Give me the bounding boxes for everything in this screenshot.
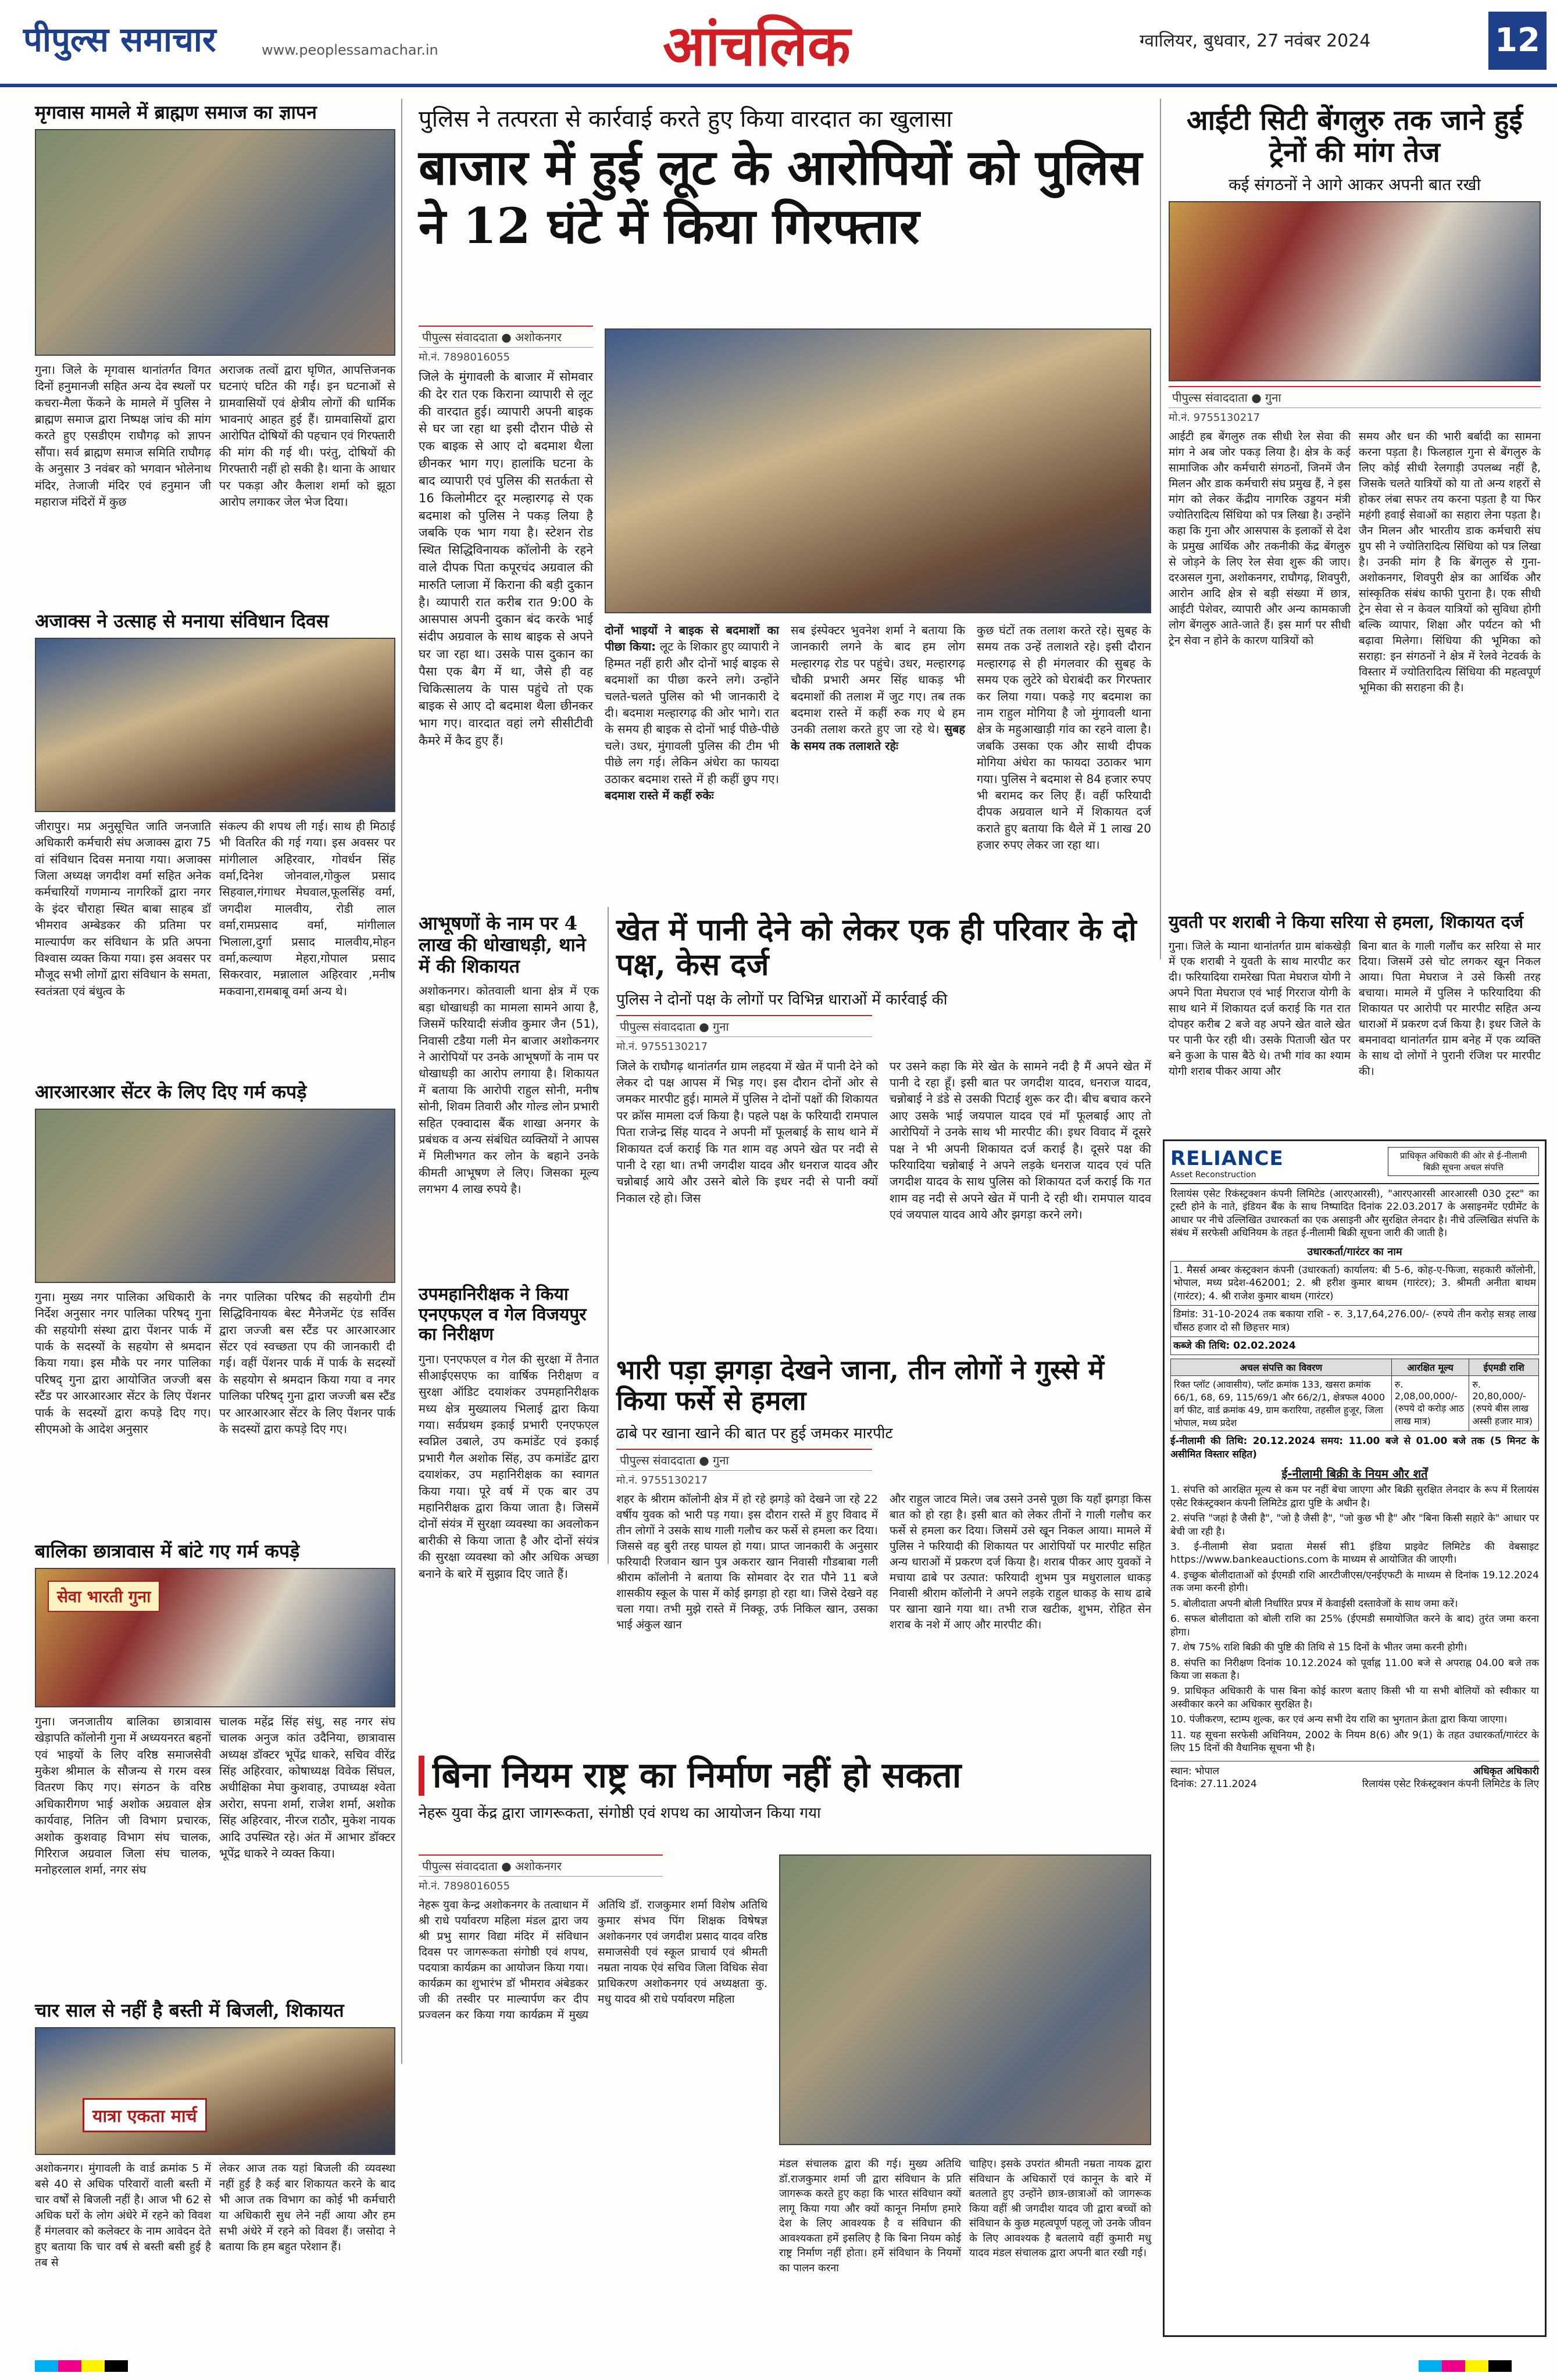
mobile-number: मो.नं. 7898016055 (419, 1880, 510, 1892)
story-bengaluru-train (1169, 105, 1541, 696)
body-text: नेहरू युवा केन्द्र अशोकनगर के तत्वाधान में श्री राधे पर्यावरण महिला मंडल द्वारा जय श्री प्रभु सागर विद्या मंदिर में संविधान दिवस पर जागरूकता संगोष्ठी एवं शपथ, पदयात्रा कार्यक्रम का आयोजन किया गया। कार्यक्रम का शुभारंभ डॉ भीमराव अंबेडकर जी की तस्वीर पर माल्यार्पण कर दीप प्रज्वलन कर किया गया कार्यक्रम में मुख्य अतिथि डॉ. राजकुमार शर्मा विशेष अतिथि कुमार संभव पिंग शिक्षक विषेषज्ञ अशोकनगर एवं जगदीश प्रसाद यादव वरिष्ठ समाजसेवी एवं स्कूल प्राचार्य एवं श्रीमती नम्रता नायक ऐवं सचिव जिला विधिक सेवा प्राधिकरण अशोकनगर एवं अध्यक्षता कु. मधु यादव श्री राधे पर्यावरण महिला (419, 1899, 767, 2021)
body-text: शहर के श्रीराम कॉलोनी क्षेत्र में हो रहे झगड़े को देखने जा रहे 22 वर्षीय युवक को भारी पड़ गया। इस दौरान रास्ते में हुए विवाद में तीन लोगों ने उसके साथ गाली गलौच कर फर्से से हमला कर दिया। जिससे वह बुरी तरह घायल हो गया। प्राप्त जानकारी के अनुसार फरियादी रिजवान खान पुत्र अकरार खान निवासी गौडबाबा गली श्रीराम कॉलोनी ने बताया कि सोमवार देर रात पौने 11 बजे शासकीय स्कूल के पास में कोई झगड़ा हो रहा था। जिसे देखने वह चला गया। तभी मुझे रास्ते में निक्कू, उर्फ निकिल खान, उसका भाई अंकुल खान (616, 1492, 878, 1631)
page-number: 12 (1488, 12, 1547, 70)
headline: आरआरआर सेंटर के लिए दिए गर्म कपड़े (35, 1081, 307, 1103)
body-text: जिले के राघौगढ़ थानांतर्गत ग्राम लहदया में खेत में पानी देने को लेकर दो पक्ष आपस में भिड़ गए। इस दौरान दोनों ओर से जमकर मारपीट हुई। मामले में पुलिस ने दोनों पक्षों की शिकायत पर क्रॉस मामला दर्ज किया है। पहले पक्ष के फरियादी रामपाल पिता राजेन्द्र सिंह यादव ने अपनी माँ फूलबाई के साथ थाने में शिकायत दर्ज कराई कि गत शाम वह अपने खेत पर नदी से पानी दे रहा था। तभी जगदीश यादव और धनराज यादव और चन्नोबाई आये और उसने बोले कि इधर नदी से पानी क्यों निकाल रहे हो। जिस (616, 1059, 878, 1205)
story-jewellery-fraud (419, 913, 599, 1197)
byline: पीपुल्स संवाददाता ● गुना (1169, 386, 1541, 408)
photo-banner-text: सेवा भारती गुना (48, 1581, 160, 1612)
mobile-number: मो.नं. 9755130217 (616, 1474, 708, 1486)
story-rrr-centre (35, 1081, 395, 1437)
body-text: पर उसने कहा कि मेरे खेत के सामने नदी है मैं अपने खेत में पानी दे रहा हूँ। इसी बात पर जगदीश यादव, धनराज यादव, चन्नोबाई ने डंडे से उसकी पिटाई शुरू कर दी। बीच बचाव करने आए उसके भाई जयपाल यादव एवं माँ फूलबाई आए तो आरोपियों ने उनके साथ भी मारपीट की। इधर विवाद में दूसरे पक्ष ने भी अपनी शिकायत दर्ज कराई है। दूसरे पक्ष की फरियादिया चन्नोबाई ने अपने लड़के धनराज यादव एवं पति जगदीश यादव के साथ पुलिस को शिकायत दर्ज कराई कि गत शाम वह नदी से अपने खेत में पानी दे रही थी। रामपाल यादव एवं जयपाल यादव आये और झगड़ा करने लगे। (890, 1059, 1151, 1222)
body-text: अराजक तत्वों द्वारा घृणित, आपत्तिजनक घटनाएं घटित की गईं। इन घटनाओं से ग्रामवासियों एवं क्षेत्रीय लोगों की धार्मिक भावनाएं आहत हुई हैं। ग्रामवासियों द्वारा आरोपित दोषियों की पहचान एवं गिरफ्तारी की मांग की गई थी। परंतु, दोषियों की गिरफ्तारी नहीं हो सकी है। थाना के आधार पर पकड़ा और कैलाश शर्मा को झूठा आरोप लगाकर जेल भेज दिया। (219, 362, 395, 509)
body-text: सब इंस्पेक्टर भुवनेश शर्मा ने बताया कि जानकारी लगने के बाद हम लोग मल्हारगढ़ रोड पर पहुंचे। उधर, मल्हारगढ़ चौकी प्रभारी अमर सिंह धाकड़ भी बदमाशों की तलाश में जुट गए। तब तक बदमाश रास्ते में कहीं रुक गए थे हम उनकी तलाश करते हुए जा रहे थे। (791, 623, 965, 737)
body-text: गुना। एनएफएल व गेल की सुरक्षा में तैनात सीआईएसएफ का वार्षिक निरीक्षण व सुरक्षा ऑडिट दयाशंकर उपमहानिरीक्षक मध्य क्षेत्र मुख्यालय भिलाई द्वारा किया गया। सर्वप्रथम इकाई प्रभारी एनएफएल स्वप्निल उबाले, उप कमांडेंट एवं इकाई प्रभारी गैल अशोक सिंह, उप कमांडेंट द्वारा दयाशंकर, उप महानिरीक्षक का स्वागत किया गया। पूरे वर्ष में एक बार उप महानिरीक्षक द्वारा किया जाता है। जिसमें दोनों संयंत्र में सुरक्षा व्यवस्था का अवलोकन बारीकी से किया जाता है और दोनों संयंत्र की सुरक्षा व्यवस्था को और अधिक अच्छा बनाने के बारे में सुझाव दिए जाते हैं। (419, 1352, 599, 1581)
body-text: मंडल संचालक द्वारा की गई। मुख्य अतिथि डॉ.राजकुमार शर्मा जी द्वारा संविधान के प्रति जागरूक करते हुए कहा कि भारत संविधान क्यों लागू किया गया और क्यों कानून निर्माण हमारे देश के लिए आवश्यक है व संविधान की आवश्यकता हमें इसलिए है कि बिना नियम कोई राष्ट्र निर्माण नहीं होता। हमें संविधान के नियमों का पालन करना (779, 2158, 961, 2274)
ad-place: स्थान: भोपाल (1170, 1765, 1220, 1777)
lead-photo (605, 328, 1151, 613)
body-text: लूट के शिकार हुए व्यापारी ने हिम्मत नहीं हारी और दोनों भाई बाइक से बदमाशों का पीछा करने लगे। उन्होंने चलते-चलते पुलिस को भी जानकारी दे दी। बदमाश मल्हारगढ़ की ओर भागे। रात के समय ही बाइक से दोनों भाई पीछे-पीछे चले। उधर, मुंगावली पुलिस की टीम भी पीछे लग गई। लेकिन अंधेरा का फायदा उठाकर बदमाश रास्ते में ही कहीं छुप गए। (605, 639, 779, 786)
ad-term-item: 9. प्राधिकृत अधिकारी के पास बिना कोई कारण बताए किसी भी या सभी बोलियों को स्वीकार या अस्वीकार करने का अधिकार सुरक्षित है। (1170, 1685, 1539, 1710)
table-cell: रिक्त प्लॉट (आवासीय), प्लॉट क्रमांक 133, खसरा क्रमांक 66/1, 68, 69, 115/69/1 और 66/2/1, क्षेत्रफल 4000 वर्ग फीट, वार्ड क्रमांक 49, ग्राम करारिया, तहसील हुजूर, जिला भोपाल, मध्य प्रदेश (1171, 1376, 1392, 1431)
story-farm-water-dispute (616, 913, 1151, 1223)
ad-signatory-company: रिलायंस एसेट रिकंस्ट्रक्शन कंपनी लिमिटेड के लिए (1362, 1778, 1539, 1790)
ad-term-item: 6. सफल बोलीदाता को बोली राशि का 25% (ईएमडी समायोजित करने के बाद) तुरंत जमा करना होगा। (1170, 1613, 1539, 1638)
body-text: संकल्प की शपथ ली गई। साथ ही मिठाई भी वितरित की गई गया। इस अवसर पर मांगीलाल अहिरवार, गोवर्धन सिंह वर्मा,दिनेश जोनवाल,गोकुल प्रसाद सिहवाल,गंगाधर मेघवाल,फूलसिंह वर्मा, जगदीश मालवीय, रोडी लाल वर्मा,रामप्रसाद वर्मा, मांगीलाल भिलाला,दुर्गा प्रसाद मालवीय,मोहन वर्मा,कल्याण मेहरा,गोपाल प्रसाद सिकरवार, मन्नालाल अहिरवार ,मनीष मकवाना,रामबाबू वर्मा अन्य थे। (219, 819, 395, 998)
news-photo (35, 129, 395, 356)
headline: बालिका छात्रावास में बांटे गए गर्म कपड़े (35, 1540, 300, 1562)
ad-table-title: उधारकर्ता/गारंटर का नाम (1307, 1245, 1402, 1258)
news-photo (35, 638, 395, 812)
ad-signatory: अधिकृत अधिकारी (1473, 1765, 1539, 1777)
byline: पीपुल्स संवाददाता ● अशोकनगर (419, 326, 593, 348)
lead-kicker: पुलिस ने तत्परता से कार्रवाई करते हुए किया वारदात का खुलासा (419, 106, 952, 133)
body-text: आईटी हब बेंगलुरु तक सीधी रेल सेवा की मांग ने अब जोर पकड़ लिया है। क्षेत्र के कई सामाजिक और कर्मचारी संगठनों, जिनमें जैन मिलन और डाक कर्मचारी संघ प्रमुख हैं, ने इस मांग को लेकर केंद्रीय नागरिक उड्डयन मंत्री ज्योतिरादित्य सिंधिया को पत्र लिखा है। उन्होंने कहा कि गुना और आसपास के इलाकों से देश के प्रमुख आर्थिक और तकनीकी केंद्र बेंगलुरु से जोड़ने के लिए रेल सेवा शुरू की जाए। दरअसल गुना, अशोकनगर, राघौगढ़, शिवपुरी, आरोन आदि क्षेत्र से बड़ी संख्या में छात्र, आईटी पेशेवर, व्यापारी और अन्य कामकाजी लोग बेंगलुरु आते-जाते हैं। इस मार्ग पर सीधी ट्रेन सेवा न होने के कारण यात्रियों को (1169, 430, 1351, 647)
deck: कई संगठनों ने आगे आकर अपनी बात रखी (1229, 175, 1481, 195)
bottom-right-text (779, 2157, 1151, 2275)
auction-notice-ad (1163, 1139, 1547, 2337)
ad-term-item: 3. ई-नीलामी सेवा प्रदाता मेसर्स सी1 इंडिया प्राइवेट लिमिटेड की वेबसाइट https://www.bankeauctions.com के माध्यम से आयोजित की जाएगी। (1170, 1541, 1539, 1566)
ad-term-item: 11. यह सूचना सरफेसी अधिनियम, 2002 के नियम 8(6) और 9(1) के तहत उधारकर्ता/गारंटर के लिए 15 दिनों की वैधानिक सूचना भी है। (1170, 1729, 1539, 1754)
headline: आभूषणों के नाम पर 4 लाख की धोखाधड़ी, थाने में की शिकायत (419, 912, 586, 977)
magenta-swatch (58, 2360, 81, 2372)
body-text: अशोकनगर। कोतवाली थाना क्षेत्र में एक बड़ा धोखाधड़ी का मामला सामने आया है, जिसमें फरियादी संजीव कुमार जैन (51), निवासी टडैया गली मेन बाजार अशोकनगर ने आरोपियों पर उनके आभूषणों के नाम पर धोखाधड़ी का आरोप लगाया है। शिकायत में बताया कि आरोपी राहुल सोनी, मनीष सोनी, शिवम तिवारी और गोल्ड लोन प्रभारी सहित एक्वादास बैंक शाखा अनगर के प्रबंधक व अन्य संबंधित व्यक्तियों ने आपस में मिलीभगत कर लोन के बहाने उनके कीमती आभूषण ले लिए। जिसका मूल्य लगभग 4 लाख रुपये है। (419, 984, 599, 1196)
table-header: अचल संपत्ति का विवरण (1171, 1359, 1392, 1376)
color-registration-bar (1419, 2360, 1512, 2372)
body-text: बिना बात के गाली गलौंच कर सरिया से मार दिया। जिसमें उसे चोट लगकर खून निकल आया। पिता मेघराज ने उसे किसी तरह बचाया। मामले में पुलिस ने फरियादिया की शिकायत पर आरोपी पर मारपीट सहित अन्य धाराओं में प्रकरण दर्ज किया है। इधर जिले के बमनावदा थानांतर्गत ग्राम बनेह में एक व्यक्ति के साथ दो लोगों ने पुरानी रंजिश पर मारपीट की। (1359, 939, 1541, 1078)
story-constitution-day (419, 1756, 1151, 1828)
deck: पुलिस ने दोनों पक्ष के लोगों पर विभिन्न धाराओं में कार्रवाई की (616, 991, 948, 1009)
ad-header-right: प्राधिकृत अधिकारी की ओर से ई-नीलामी बिक्री सूचना अचल संपत्ति (1388, 1147, 1539, 1176)
story-girls-hostel (35, 1541, 395, 1878)
news-photo (1169, 201, 1541, 381)
ad-intro: रिलायंस एसेट रिकंस्ट्रक्शन कंपनी लिमिटेड (आरएआरसी), "आरएआरसी आरआरसी 030 ट्रस्ट" का ट्रस्टी होने के नाते, इंडियन बैंक के साथ निष्पादित दिनांक 22.03.2017 के असाइनमेंट एग्रीमेंट के आधार पर नीचे उल्लिखित उधारकर्ता का एक असाइनी और सुरक्षित लेनदार है। नीचे उल्लिखित संपत्ति के संबंध में सरफेसी अधिनियम के तहत ई-नीलामी बिक्री सूचना जारी की जाती है। (1170, 1188, 1539, 1239)
story-no-electricity (35, 2000, 395, 2271)
ad-brand: RELIANCE (1170, 1147, 1284, 1170)
subhead: सुबह के समय तक तलाशते रहेः (791, 722, 965, 753)
ad-terms-list (1170, 1484, 1539, 1754)
magenta-swatch (1442, 2360, 1465, 2372)
table-header: आरक्षित मूल्य (1391, 1359, 1469, 1376)
table-cell: रु. 20,80,000/- (रुपये बीस लाख अस्सी हजार मात्र) (1469, 1376, 1539, 1431)
dateline: ग्वालियर, बुधवार, 27 नवंबर 2024 (1140, 31, 1371, 51)
byline: पीपुल्स संवाददाता ● गुना (616, 1449, 872, 1471)
story-nfl-gail-inspection (419, 1285, 599, 1582)
headline: चार साल से नहीं है बस्ती में बिजली, शिकायत (35, 1999, 344, 2021)
byline: पीपुल्स संवाददाता ● गुना (616, 1015, 872, 1037)
story-axe-attack (616, 1355, 1151, 1633)
headline: खेत में पानी देने को लेकर एक ही परिवार के दो पक्ष, केस दर्ज (616, 912, 1137, 982)
ad-possession: कब्जे की तिथि: 02.02.2024 (1170, 1337, 1539, 1355)
cyan-swatch (35, 2360, 58, 2372)
table-header: ईएमडी राशि (1469, 1359, 1539, 1376)
column-rule (608, 907, 609, 1564)
mobile-number: मो.नं. 9755130217 (1169, 412, 1260, 424)
body-text: जीरापुर। मप्र अनुसूचित जाति जनजाति अधिकारी कर्मचारी संघ अजाक्स द्वारा 75 वां संविधान दिवस मनाया गया। अजाक्स जिला अध्यक्ष जगदीश वर्मा सहित अनेक कर्मचारियों गणमान्य नागरिकों द्वारा नगर के इंदर चौराहा स्थित बाबा साहब डॉ भीमराव अम्बेडकर की प्रतिमा पर माल्यार्पण कर संविधान के प्रति अपना विश्वास व्यक्त किया गया। इस अवसर पर मौजूद सभी लोगों द्वारा संविधान के समता, स्वतंत्रता एवं बंधुत्व के (35, 819, 211, 998)
byline: पीपुल्स संवाददाता ● अशोकनगर (419, 1854, 663, 1877)
headline: मृगवास मामले में ब्राह्मण समाज का ज्ञापन (35, 101, 317, 123)
ad-term-item: 4. इच्छुक बोलीदाताओं को ईएमडी राशि आरटीजीएस/एनईएफटी के माध्यम से दिनांक 19.12.2024 तक जमा करनी होगी। (1170, 1569, 1539, 1595)
headline: उपमहानिरीक्षक ने किया एनएफएल व गेल विजयपुर का निरीक्षण (419, 1284, 587, 1345)
lead-story (419, 102, 1151, 256)
body-text: लेकर आज तक यहां बिजली की व्यवस्था नहीं हुई है कई बार शिकायत करने के बाद भी आज तक विभाग का कोई भी कर्मचारी या अधिकारी सुध लेने नहीं आया और हम सभी अंधेरे में रहने को विवश हैं। जसोदा ने बताया कि हम बहुत परेशान हैं। (219, 2161, 395, 2253)
news-photo (35, 1109, 395, 1283)
body-text: नगर पालिका परिषद की सहयोगी टीम सिद्धिविनायक बेस्ट मैनेजमेंट एंड सर्विस द्वारा जज्जी बस स्टैंड पर आरआरआर सेंटर एवं स्वच्छता एप की जानकारी दी गई। वहीं पेंशनर पार्क में पार्क के सदस्यों के सहयोग से श्रमदान किया गया व नगर पालिका परिषद् गुना द्वारा जज्जी बस स्टैंड पर आरआरआर सेंटर के लिए पेंशनर पार्क के सदस्यों द्वारा कपड़े दिए गए। (219, 1289, 395, 1436)
news-photo (779, 1854, 1151, 2145)
section-title: आंचलिक (663, 13, 851, 78)
ad-borrowers: 1. मैसर्स अम्बर कंस्ट्रक्शन कंपनी (उधारकर्ता) कार्यालय: बी 5-6, कोह-ए-फिजा, सहकारी कॉलोनी, भोपाल, मध्य प्रदेश-462001; 2. श्री हरीश कुमार बाथम (गारंटर); 3. श्रीमती अनीता बाथम (गारंटर); 4. श्री राजेश कुमार बाथम (गारंटर) (1170, 1261, 1539, 1306)
deck: नेहरू युवा केंद्र द्वारा जागरूकता, संगोष्ठी एवं शपथ का आयोजन किया गया (419, 1804, 821, 1822)
lead-text-column (419, 326, 593, 750)
body-text: और राहुल जाटव मिले। जब उसने उनसे पूछा कि यहाँ झगड़ा किस बात को हो रहा है। इसी बात को लेकर तीनों ने गाली गलौच कर फर्से से हमला कर दिया। जिसमें उसे खून निकल आया। मामले में पुलिस ने फरियादी की शिकायत पर आरोपियों पर मारपीट सहित अन्य धाराओं में प्रकरण दर्ज किया है। शराब पीकर आए युवकों ने मचाया ढाबे पर उत्पात: फरियादी शुभम पुत्र मधुरालाल धाकड़ निवासी श्रीराम कॉलोनी ने अपने लड़के राहुल धाकड़ के साथ ढाबे पर खाना खाने गया था। तभी राज खटीक, शुभम, रोहित सेन शराब के नशे में आए और मारपीट की। (890, 1492, 1151, 1631)
newspaper-brand: पीपुल्स समाचार (23, 20, 216, 59)
ad-term-item: 5. बोलीदाता अपनी बोली निर्धारित प्रपत्र में केवाईसी दस्तावेजों के साथ जमा करें। (1170, 1598, 1458, 1610)
ad-term-item: 8. संपत्ति का निरीक्षण दिनांक 10.12.2024 को पूर्वाह्न 11.00 बजे से अपराह्न 04.00 बजे तक किया जा सकता है। (1170, 1657, 1539, 1682)
body-text: गुना। जनजातीय बालिका छात्रावास खेड़ापति कॉलोनी गुना में अध्ययनरत बहनों एवं भाइयों के लिए वरिष्ठ समाजसेवी मुकेश श्रीमाल के सौजन्य से गरम वस्त्र वितरण किए गए। संगठन के वरिष्ठ अधिकारीगण भाई अशोक अग्रवाल क्षेत्र कार्यवाह, नितिन जी विभाग प्रचारक, अशोक कुशवाह विभाग संघ चालक, गिरिराज अग्रवाल जिला संघ चालक, मनोहरलाल शर्मा, नगर संघ (35, 1714, 211, 1877)
lead-column-3 (791, 622, 965, 754)
story-ajaks (35, 610, 395, 999)
ad-demand: डिमांड: 31-10-2024 तक बकाया राशि - रु. 3,17,64,276.00/- (रुपये तीन करोड़ सत्रह लाख चौंसठ हजार दो सौ छिहत्तर मात्र) (1170, 1306, 1539, 1337)
ad-term-item: 10. पंजीकरण, स्टाम्प शुल्क, कर एवं अन्य सभी देय राशि का भुगतान क्रेता द्वारा किया जाएगा। (1170, 1714, 1508, 1726)
black-swatch (1488, 2360, 1512, 2372)
mobile-number: मो.नं. 9755130217 (616, 1040, 708, 1053)
body-text: कुछ घंटों तक तलाश करते रहे। सुबह के समय तक उन्हें तलाशते रहे। इसी दौरान मल्हारगढ़ से ही मंगलवार की सुबह के समय एक लुटेरे को घेराबंदी कर गिरफ्तार कर लिया गया। पकड़े गए बदमाश का नाम राहुल मोगिया है जो मुंगावली थाना क्षेत्र के महुआखाड़ी गांव का रहने वाला है। जबकि उसका एक और साथी दीपक मोगिया अंधेरा का फायदा उठाकर भाग गया। पुलिस ने बदमाश से 84 हजार रुपए भी बरामद कर लिए हैं। वहीं फरियादी दीपक अग्रवाल थाने में शिकायत दर्ज कराते हुए बताया कि थैले में 1 लाख 20 हजार रुपए लेकर जा रहा था। (977, 623, 1151, 852)
headline: भारी पड़ा झगड़ा देखने जाना, तीन लोगों ने गुस्से में किया फर्से से हमला (616, 1354, 1105, 1416)
site-url[interactable]: www.peoplessamachar.in (262, 42, 438, 58)
lead-headline: बाजार में हुई लूट के आरोपियों को पुलिस ने 12 घंटे में किया गिरफ्तार (419, 138, 1142, 255)
ad-property-table (1170, 1359, 1539, 1431)
color-registration-bar (35, 2360, 128, 2372)
news-photo (35, 1568, 395, 1707)
ad-brand-sub: Asset Reconstruction (1170, 1170, 1256, 1180)
ad-term-item: 7. शेष 75% राशि बिक्री की पुष्टि की तिथि से 15 दिनों के भीतर जमा करनी होगी। (1170, 1642, 1467, 1654)
headline: बिना नियम राष्ट्र का निर्माण नहीं हो सकता (419, 1756, 1151, 1796)
body-text: गुना। मुख्य नगर पालिका अधिकारी के निर्देश अनुसार नगर पालिका परिषद् गुना की सहयोगी संस्था द्वारा पेंशनर पार्क में पार्क के सदस्यों के सहयोग से श्रमदान किया गया। इस मौके पर नगर पालिका परिषद् गुना द्वारा आयोजित जज्जी बस स्टैंड पर आरआरआर सेंटर के लिए पेंशनर पार्क के सदस्यों द्वारा कपड़े दिए गए। सीएमओ के आदेश अनुसार (35, 1289, 211, 1436)
body-text: जिले के मुंगावली के बाजार में सोमवार की देर रात एक किराना व्यापारी से लूट की वारदात हुई। व्यापारी अपनी बाइक से घर जा रहा था इसी दौरान पीछे से एक बाइक से आए दो बदमाश थैला छीनकर भाग गए। हालांकि घटना के बाद व्यापारी एवं पुलिस की सतर्कता से 16 किलोमीटर दूर मल्हारगढ़ से एक बदमाश को पुलिस ने पकड़ लिया है जबकि एक भाग गया है। स्टेशन रोड स्थित सिद्धिविनायक कॉलोनी के रहने वाले दीपक पिता कपूरचंद अग्रवाल की मारुति प्लाजा में किराना की बड़ी दुकान है। व्यापारी रात करीब रात 9:00 के आसपास अपनी दुकान बंद करके भाई संदीप अग्रवाल के साथ बाइक से अपने घर जा रहा था। उसके पास दुकान का पैसा एक बैग में था, जैसे ही वह चिकित्सालय के पास पहुंचे तो एक बाइक से आए दो बदमाश थैला छीनकर भाग गए। वारदात वहां लगे सीसीटीवी कैमरे में कैद हुए हैं। (419, 370, 593, 748)
yellow-swatch (1465, 2360, 1488, 2372)
mobile-number: मो.नं. 7898016055 (419, 351, 510, 363)
story-mrigwas (35, 102, 395, 510)
headline: आईटी सिटी बेंगलुरु तक जाने हुई ट्रेनों की मांग तेज (1187, 104, 1523, 169)
news-photo (35, 2027, 395, 2155)
lead-column-4 (977, 622, 1151, 853)
lead-column-2 (605, 622, 779, 803)
subhead: दोनों भाइयों ने बाइक से बदमाशों का पीछा किया: (605, 623, 779, 654)
yellow-swatch (81, 2360, 105, 2372)
column-rule (1160, 99, 1161, 959)
ad-auction-date: ई-नीलामी की तिथि: 20.12.2024 समय: 11.00 बजे से 01.00 बजे तक (5 मिनट के असीमित विस्तार सहित) (1170, 1435, 1539, 1460)
body-text: अशोकनगर। मुंगावली के वार्ड क्रमांक 5 में बसे 40 से अधिक परिवारों वाली बस्ती में चार वर्षों से बिजली नहीं है। आज भी 62 से अधिक घरों के लोग अंधेरे में रहने को विवश हैं मंगलवार को कलेक्टर के नाम आवेदन देते हुए बताया कि चार वर्ष से बस्ती बसी हुई है तब से (35, 2161, 211, 2269)
body-text: गुना। जिले के म्याना थानांतर्गत ग्राम बांकखेड़ी में एक शराबी ने युवती के साथ मारपीट कर दी। फरियादिया रामरेखा पिता मेघराज योगी ने अपने पिता मेघराज एवं भाई गिरराज योगी के साथ थाने में शिकायत दर्ज कराई कि गत रात दोपहर करीब 2 बजे वह अपने खेत वाले खेत पर पानी फेर रही थी। उसके पिताजी खेत पर बने कुआ के पास बैठे थे। तभी गांव का श्याम योगी शराब पीकर आया और (1169, 939, 1351, 1078)
ad-term-item: 2. संपत्ति "जहां है जैसी है", "जो है जैसी है", "जो कुछ भी है" और "बिना किसी सहारे के" आधार पर बेची जा रही है। (1170, 1513, 1539, 1538)
black-swatch (105, 2360, 128, 2372)
table-cell: रु. 2,08,00,000/- (रुपये दो करोड़ आठ लाख मात्र) (1391, 1376, 1469, 1431)
body-text: चाहिए। इसके उपरांत श्रीमती नम्रता नायक द्वारा संविधान के अधिकारों एवं कानून के बारे में बतलाते हुए उन्होंने छात्र-छात्राओं को जागरूक किया वहीं श्री जगदीश यादव जी द्वारा बच्चों को संविधान के कुछ महत्वपूर्ण पहलू जो उनके जीवन के लिए आवश्यक है बतलाये वहीं कुमारी मधु यादव मंडल संचालक द्वारा अपनी बात रखी गई। (969, 2158, 1151, 2260)
bottom-left-text (419, 1854, 767, 2023)
ad-date: दिनांक: 27.11.2024 (1170, 1778, 1257, 1790)
column-rule (401, 99, 402, 2064)
photo-banner-text: यात्रा एकता मार्च (83, 2098, 207, 2132)
headline: अजाक्स ने उत्साह से मनाया संविधान दिवस (35, 610, 329, 632)
body-text: गुना। जिले के मृगवास थानांतर्गत विगत दिनों हनुमानजी सहित अन्य देव स्थलों पर कचरा-मैला फेंकने के मामले में पुलिस ने ब्राह्मण समाज द्वारा निष्पक्ष जांच की मांग करते हुए एसडीएम राघौगढ़ को ज्ञापन सौंपा। सर्व ब्राह्मण समाज समिति राघौगढ़ के अनुसार 3 नवंबर को भगवान भोलेनाथ मंदिर, तेजाजी मंदिर एवं हनुमान जी महाराज मंदिरों में कुछ (35, 362, 211, 509)
ad-terms-title: ई-नीलामी बिक्री के नियम और शर्तें (1281, 1467, 1428, 1481)
body-text: चालक महेंद्र सिंह संधु, सह नगर संघ चालक अनुज कांत उदैनिया, छात्रावास अध्यक्ष डॉक्टर भूपेंद्र धाकरे, सचिव वीरेंद्र सिंह अहिरवार, कोषाध्यक्ष विवेक सिंघल, अधीक्षिका मेघा कुशवाह, उपाध्यक्ष श्वेता अरोरा, सपना शर्मा, राजेश शर्मा, अशोक सिंह अहिरवार, नीरज राठौर, मुकेश नायक आदि उपस्थित रहे। अंत में आभार डॉक्टर भूपेंद्र धाकरे ने व्यक्त किया। (219, 1714, 395, 1860)
body-text: समय और धन की भारी बर्बादी का सामना करना पड़ता है। फिलहाल गुना से बेंगलुरु के लिए कोई सीधी रेलगाड़ी उपलब्ध नहीं है, जिसके चलते यात्रियों को या तो अन्य शहरों से होकर लंबा सफर तय करना पड़ता है या फिर महंगी हवाई सेवाओं का सहारा लेना पड़ता है। जैन मिलन और भारतीय डाक कर्मचारी संघ ग्रुप सी ने ज्योतिरादित्य सिंधिया को पत्र लिखा है। उनकी मांग है कि बेंगलुरु से गुना-अशोकनगर, शिवपुरी क्षेत्र का आर्थिक और सांस्कृतिक संबंध काफी पुराना है। एक सीधी ट्रेन सेवा से न केवल यात्रियों को सुविधा होगी बल्कि व्यापार, शिक्षा और पर्यटन को भी बढ़ावा मिलेगा। सिंधिया की भूमिका को सराहा: इन संगठनों ने क्षेत्र में रेलवे नेटवर्क के विस्तार में ज्योतिरादित्य सिंधिया की महत्वपूर्ण भूमिका की सराहना की है। (1359, 430, 1541, 694)
story-drunk-attack (1169, 913, 1541, 1080)
headline: युवती पर शराबी ने किया सरिया से हमला, शिकायत दर्ज (1169, 912, 1524, 932)
deck: ढाबे पर खाना खाने की बात पर हुई जमकर मारपीट (616, 1424, 893, 1442)
subhead: बदमाश रास्ते में कहीं रुकेः (605, 788, 714, 802)
cyan-swatch (1419, 2360, 1442, 2372)
ad-term-item: 1. संपत्ति को आरक्षित मूल्य से कम पर नहीं बेचा जाएगा और बिक्री सुरक्षित लेनदार के रूप में रिलायंस एसेट रिकंस्ट्रक्शन कंपनी लिमिटेड द्वारा पुष्टि के अधीन है। (1170, 1484, 1539, 1509)
